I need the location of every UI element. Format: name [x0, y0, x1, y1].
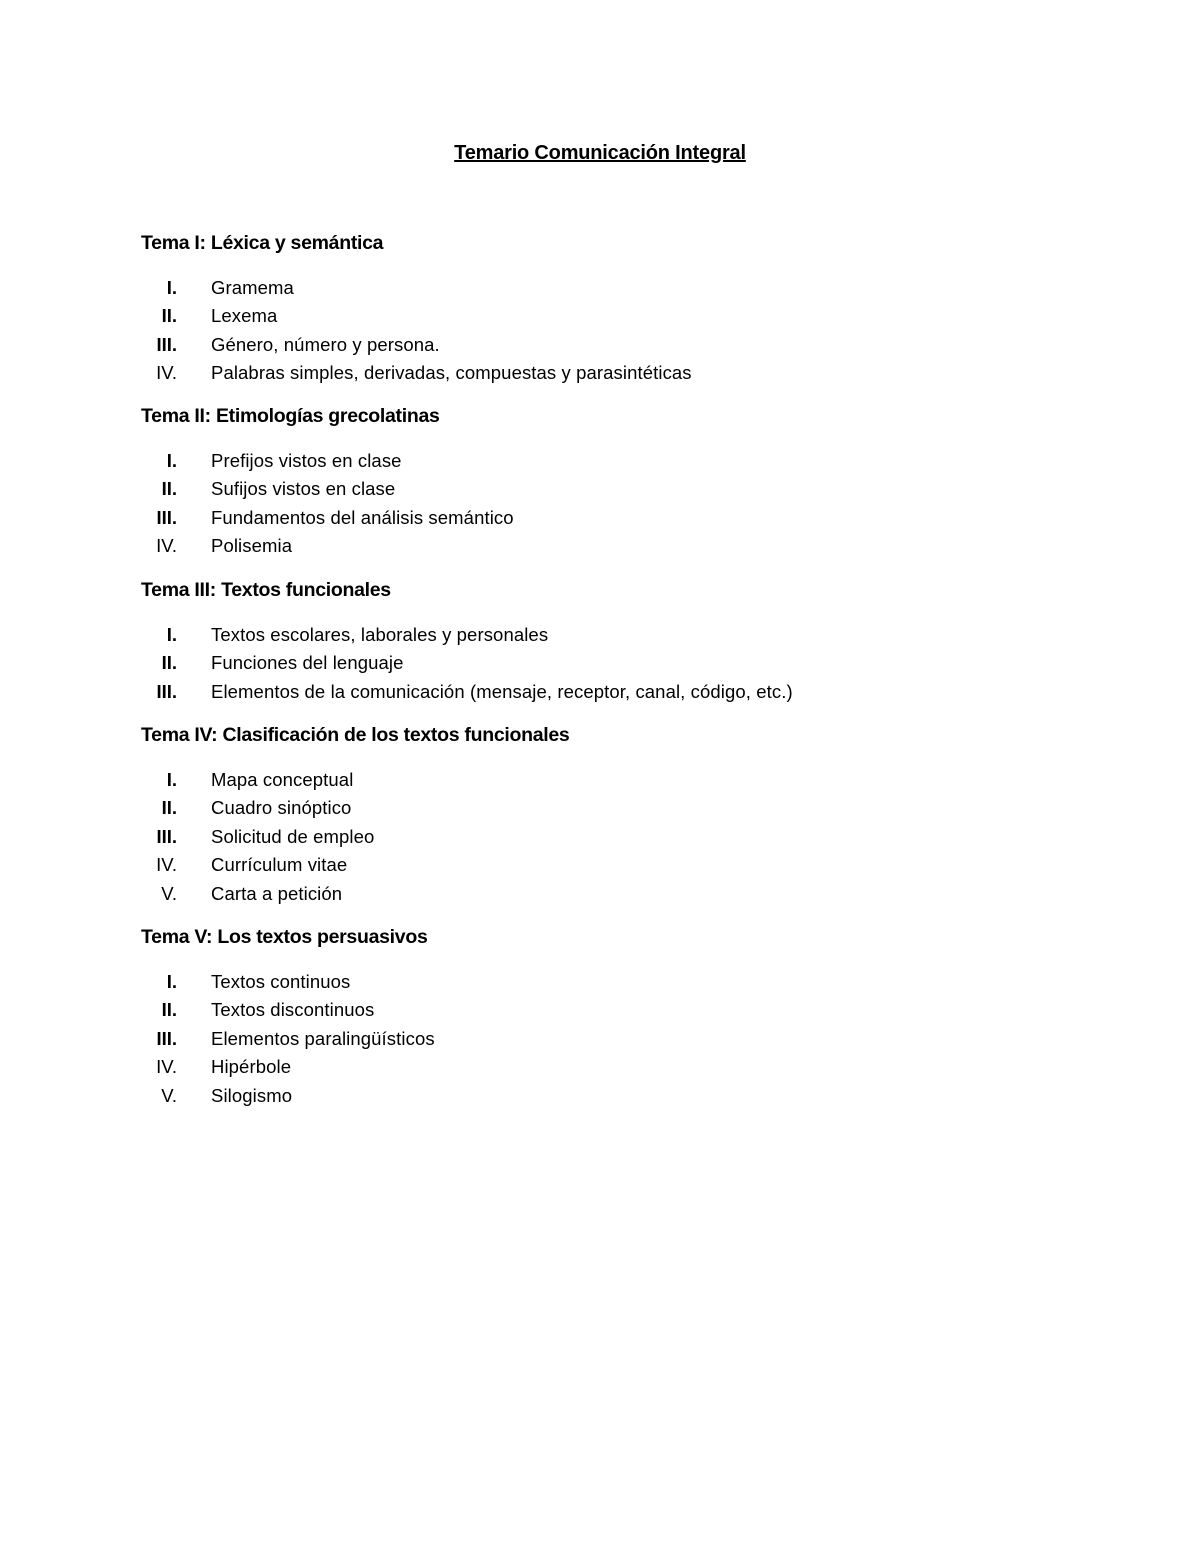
item-numeral: III.	[156, 506, 177, 528]
list-item	[141, 331, 1041, 359]
item-numeral: III.	[156, 680, 177, 702]
item-numeral: I.	[166, 769, 177, 790]
item-numeral: IV.	[156, 854, 177, 876]
section-heading: Tema IV: Clasificación de los textos funcionales	[141, 724, 570, 746]
list-item	[141, 475, 1041, 503]
list-item	[141, 447, 1041, 475]
item-numeral: IV.	[156, 362, 177, 384]
topic-list	[141, 447, 1041, 561]
item-numeral: II.	[161, 305, 177, 327]
item-text: Mapa conceptual	[211, 769, 354, 790]
item-text: Prefijos vistos en clase	[211, 450, 402, 471]
list-item	[141, 678, 1041, 706]
topic-list	[141, 621, 1041, 706]
list-item	[141, 880, 1041, 908]
item-numeral: III.	[156, 825, 177, 847]
item-numeral: V.	[161, 1084, 177, 1106]
list-item	[141, 504, 1041, 532]
item-numeral: III.	[156, 1027, 177, 1049]
item-text: Elementos paralingüísticos	[211, 1027, 435, 1049]
item-text: Palabras simples, derivadas, compuestas y parasintéticas	[211, 362, 692, 384]
item-numeral: II.	[161, 652, 177, 674]
item-text: Solicitud de empleo	[211, 825, 375, 847]
list-item	[141, 274, 1041, 302]
list-item	[141, 794, 1041, 822]
list-item	[141, 532, 1041, 560]
item-numeral: III.	[156, 333, 177, 355]
list-item	[141, 621, 1041, 649]
list-item	[141, 359, 1041, 387]
item-numeral: I.	[166, 624, 177, 645]
item-text: Textos discontinuos	[211, 999, 375, 1021]
list-item	[141, 823, 1041, 851]
topic-list	[141, 968, 1041, 1110]
section-tema-2	[141, 401, 1041, 561]
item-text: Currículum vitae	[211, 854, 348, 876]
item-numeral: IV.	[156, 1056, 177, 1078]
section-heading: Tema I: Léxica y semántica	[141, 232, 384, 254]
list-item	[141, 1053, 1041, 1081]
item-text: Elementos de la comunicación (mensaje, receptor, canal, código, etc.)	[211, 680, 793, 702]
item-text: Carta a petición	[211, 882, 343, 904]
list-item	[141, 649, 1041, 677]
list-item	[141, 996, 1041, 1024]
item-text: Polisemia	[211, 535, 293, 557]
item-numeral: I.	[166, 277, 177, 298]
item-text: Fundamentos del análisis semántico	[211, 506, 514, 528]
topic-list	[141, 274, 1041, 388]
item-numeral: V.	[161, 882, 177, 904]
item-text: Gramema	[211, 277, 294, 298]
list-item	[141, 1082, 1041, 1110]
list-item	[141, 1025, 1041, 1053]
item-text: Sufijos vistos en clase	[211, 478, 396, 500]
list-item	[141, 851, 1041, 879]
document-title: Temario Comunicación Integral	[454, 142, 746, 164]
item-text: Textos escolares, laborales y personales	[211, 624, 549, 645]
list-item	[141, 766, 1041, 794]
item-numeral: II.	[161, 478, 177, 500]
topic-list	[141, 766, 1041, 908]
list-item	[141, 968, 1041, 996]
item-text: Textos continuos	[211, 971, 351, 992]
item-text: Cuadro sinóptico	[211, 797, 352, 819]
item-text: Funciones del lenguaje	[211, 652, 404, 674]
item-text: Lexema	[211, 305, 278, 327]
list-item	[141, 302, 1041, 330]
section-heading: Tema II: Etimologías grecolatinas	[141, 405, 440, 427]
item-numeral: IV.	[156, 535, 177, 557]
section-tema-5	[141, 922, 1041, 1110]
section-heading: Tema V: Los textos persuasivos	[141, 926, 428, 948]
item-numeral: I.	[166, 971, 177, 992]
item-text: Hipérbole	[211, 1056, 292, 1078]
item-numeral: II.	[161, 797, 177, 819]
section-tema-1	[141, 228, 1041, 388]
item-text: Silogismo	[211, 1084, 293, 1106]
item-text: Género, número y persona.	[211, 333, 440, 355]
section-tema-3	[141, 575, 1041, 706]
item-numeral: II.	[161, 999, 177, 1021]
section-heading: Tema III: Textos funcionales	[141, 579, 391, 601]
section-tema-4	[141, 720, 1041, 908]
item-numeral: I.	[166, 450, 177, 471]
